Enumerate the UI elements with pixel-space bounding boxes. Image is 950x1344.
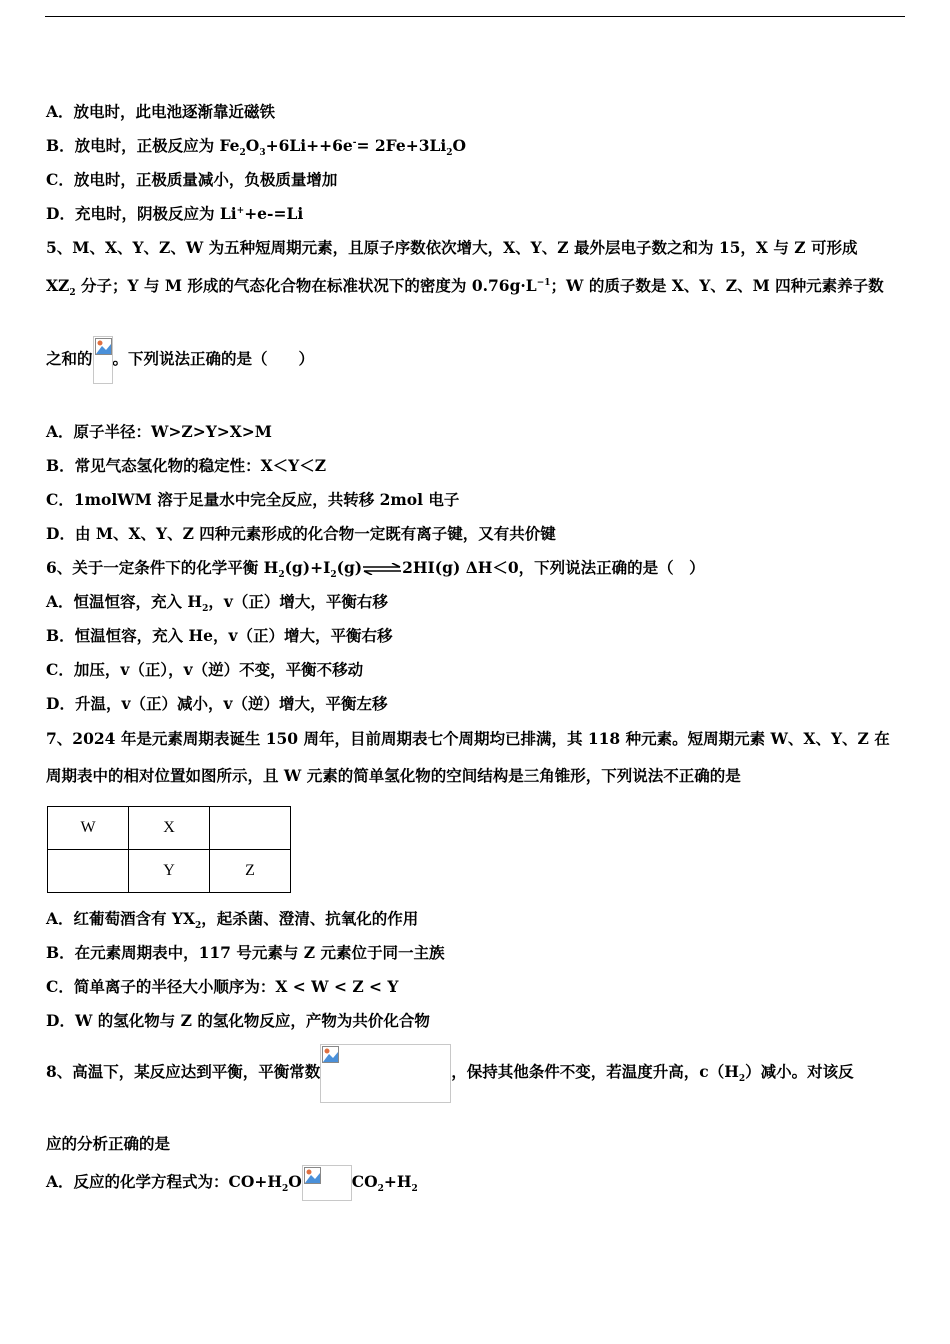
table-cell: W [48, 807, 129, 850]
option-8a: A．反应的化学方程式为：$CO+H_2O$ $CO_2+H_2$ [46, 1163, 418, 1201]
option-6d: D．升温，v（正）减小，v（逆）增大，平衡左移 [46, 694, 388, 713]
question-8-line-2: 应的分析正确的是 [46, 1134, 171, 1153]
broken-image-icon [93, 336, 113, 384]
table-cell: X [129, 807, 210, 850]
table-row [48, 850, 291, 893]
question-7-line-2: 周期表中的相对位置如图所示，且 W 元素的简单氢化物的空间结构是三角锥形，下列说法不正确的是 [46, 766, 741, 785]
option-5d: D．由 M、X、Y、Z 四种元素形成的化合物一定既有离子键，又有共价键 [46, 524, 556, 543]
table-row [48, 807, 291, 850]
question-6: 6、关于一定条件下的化学平衡 $H_2(g)+I_2(g)$ 2HI(g) ΔH＜0，下列说法正确的是（ ） [46, 558, 705, 581]
question-7-line-1: 7、2024 年是元素周期表诞生 150 周年，目前周期表七个周期均已排满，其 118 种元素。短周期元素 W、X、Y、Z 在 [46, 729, 890, 748]
periodic-position-table [47, 806, 291, 893]
option-5c: C．1molWM 溶于足量水中完全反应，共转移 2mol 电子 [46, 490, 460, 509]
option-4a: A．放电时，此电池逐渐靠近磁铁 [46, 102, 276, 121]
option-4b: B．放电时，正极反应为 $Fe_2O_3+6Li++6e^-= 2Fe+3Li_2O$ [46, 136, 467, 159]
option-6b: B．恒温恒容，充入 He，v（正）增大，平衡右移 [46, 626, 393, 645]
option-7d: D．W 的氢化物与 Z 的氢化物反应，产物为共价化合物 [46, 1011, 430, 1030]
option-4d: D．充电时，阴极反应为 Li++e-=Li [46, 204, 304, 223]
option-5b: B．常见气态氢化物的稳定性：X＜Y＜Z [46, 456, 327, 475]
option-5a: A．原子半径：W>Z>Y>X>M [46, 422, 272, 441]
broken-image-icon [320, 1044, 451, 1103]
table-cell: Z [210, 850, 291, 893]
table-cell [48, 850, 129, 893]
question-5-line-2: $XZ_2$ 分子；Y 与 M 形成的气态化合物在标准状况下的密度为 $0.76g\cdot L^{-1}$；W 的质子数是 X、Y、Z、M 四种元素养子数 [46, 276, 884, 299]
question-5-line-1: 5、M、X、Y、Z、W 为五种短周期元素，且原子序数依次增大，X、Y、Z 最外层电子数之和为 15，X 与 Z 可形成 [46, 238, 858, 257]
option-6c: C．加压，v（正），v（逆）不变，平衡不移动 [46, 660, 364, 679]
option-7c: C．简单离子的半径大小顺序为：X < W < Z < Y [46, 977, 399, 996]
equilibrium-arrow-icon [362, 563, 402, 575]
question-8-line-1: 8、高温下，某反应达到平衡，平衡常数 ，保持其他条件不变，若温度升高，$c(H_2)$减小。对该反 [46, 1042, 854, 1103]
table-cell [210, 807, 291, 850]
table-cell: Y [129, 850, 210, 893]
option-7a: A．红葡萄酒含有 $YX_2$，起杀菌、澄清、抗氧化的作用 [46, 909, 419, 932]
option-6a: A．恒温恒容，充入 $H_2$，v（正）增大，平衡右移 [46, 592, 388, 615]
header-rule [45, 16, 905, 17]
question-5-line-3: 之和的 。下列说法正确的是（ ） [46, 334, 314, 384]
option-4c: C．放电时，正极质量减小，负极质量增加 [46, 170, 338, 189]
broken-image-icon [302, 1165, 352, 1201]
option-7b: B．在元素周期表中，117 号元素与 Z 元素位于同一主族 [46, 943, 445, 962]
